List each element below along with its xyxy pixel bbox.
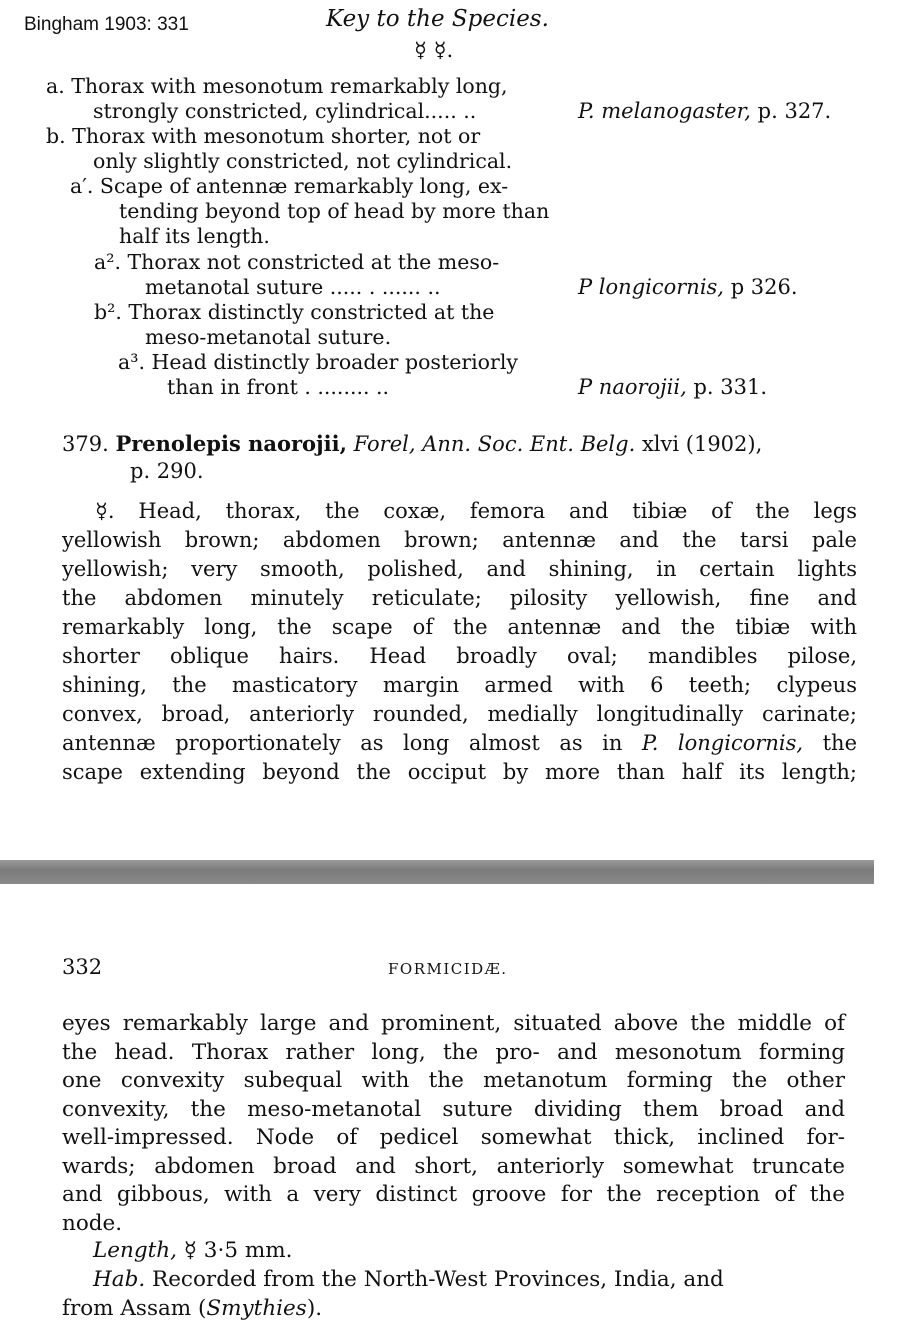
description-line: yellowish; very smooth, polished, and shining, in certain lights: [62, 557, 857, 581]
ref-melanogaster-page: p. 327.: [757, 99, 832, 123]
description-line: the abdomen minutely reticulate; pilosity yellowish, fine and: [62, 586, 857, 610]
page2-line: one convexity subequal with the metanotum forming the other: [62, 1068, 845, 1093]
description-line: yellowish brown; abdomen brown; antennæ and the tarsi pale: [62, 528, 857, 552]
ref-melanogaster-name: P. melanogaster,: [578, 99, 751, 123]
ref-longicornis-name: P longicornis,: [578, 275, 724, 299]
description-italic-species: P. longicornis,: [641, 731, 804, 755]
habitat-line: [93, 1267, 724, 1292]
page-number: 332: [62, 955, 103, 979]
length-value: ☿ 3·5 mm.: [183, 1238, 293, 1263]
ref-naorojii: [578, 375, 767, 399]
key-line-b: b. Thorax with mesonotum shorter, not or: [46, 124, 481, 148]
description-line: shining, the masticatory margin armed with 6 teeth; clypeus: [62, 673, 857, 697]
description-after-italic: the: [803, 731, 857, 755]
page2-line: well-impressed. Node of pedicel somewhat thick, inclined for-: [62, 1125, 845, 1150]
length-line: [93, 1238, 292, 1263]
page-divider: [0, 860, 874, 884]
description-line-with-italic: [62, 729, 857, 758]
entry-page: p. 290.: [130, 459, 204, 483]
key-line-a-prime-cont1: tending beyond top of head by more than: [119, 199, 550, 223]
page2-line: and gibbous, with a very distinct groove for the reception of the: [62, 1182, 845, 1207]
description-line: antennæ proportionately as long almost as in: [62, 731, 623, 755]
key-line-a: a. Thorax with mesonotum remarkably long,: [46, 74, 508, 98]
worker-symbol: ☿ ☿.: [414, 38, 454, 62]
key-line-a3-cont: than in front . ........ ..: [167, 375, 390, 399]
description-line: remarkably long, the scape of the antennæ and the tibiæ with: [62, 615, 857, 639]
key-line-a-prime-cont2: half its length.: [119, 224, 270, 248]
habitat-text: Recorded from the North-West Provinces, India, and: [152, 1267, 724, 1292]
description-line: scape extending beyond the occiput by more than half its length;: [62, 760, 857, 784]
ref-longicornis-page: p 326.: [730, 275, 798, 299]
source-label: Bingham 1903: 331: [24, 14, 189, 35]
key-line-a-cont: strongly constricted, cylindrical..... ..: [93, 99, 477, 123]
entry-author: Forel,: [353, 432, 416, 456]
length-label: Length,: [93, 1238, 177, 1263]
page2-line: convexity, the meso-metanotal suture dividing them broad and: [62, 1096, 845, 1122]
entry-journal: Ann. Soc. Ent. Belg.: [422, 432, 636, 456]
species-entry-heading: [62, 430, 762, 458]
ref-naorojii-name: P naorojii,: [578, 375, 687, 399]
description-line: shorter oblique hairs. Head broadly oval; mandibles pilose,: [62, 644, 857, 668]
entry-number: 379.: [62, 432, 109, 456]
species-name: Prenolepis naorojii,: [115, 431, 347, 456]
ref-melanogaster: [578, 99, 831, 123]
habitat-line-2: [62, 1296, 322, 1321]
key-line-a2-cont: metanotal suture ..... . ...... ..: [145, 275, 441, 299]
key-line-a2: a². Thorax not constricted at the meso-: [94, 250, 500, 274]
key-line-a-prime: a′. Scape of antennæ remarkably long, ex-: [70, 174, 509, 198]
key-line-b2: b². Thorax distinctly constricted at the: [94, 300, 495, 324]
habitat-label: Hab.: [93, 1267, 146, 1292]
description-line: convex, broad, anteriorly rounded, medially longitudinally carinate;: [62, 702, 857, 726]
habitat-text-2a: from Assam (: [62, 1296, 207, 1321]
page2-line: node.: [62, 1210, 123, 1236]
habitat-collector: Smythies: [206, 1296, 307, 1321]
page2-line: the head. Thorax rather long, the pro- and mesonotum forming: [62, 1039, 845, 1065]
habitat-text-2b: ).: [306, 1296, 323, 1321]
key-line-a3: a³. Head distinctly broader posteriorly: [118, 350, 518, 374]
running-head: FORMICIDÆ.: [388, 960, 508, 978]
page2-line: wards; abdomen broad and short, anteriorly somewhat truncate: [62, 1153, 845, 1179]
key-line-b2-cont: meso-metanotal suture.: [145, 325, 392, 349]
ref-longicornis: [578, 275, 798, 299]
description-line: ☿. Head, thorax, the coxæ, femora and tibiæ of the legs: [95, 499, 857, 523]
key-line-b-cont: only slightly constricted, not cylindrical.: [93, 149, 513, 173]
page2-line: eyes remarkably large and prominent, situated above the middle of: [62, 1011, 845, 1036]
entry-volume: xlvi (1902),: [641, 432, 763, 456]
key-title: Key to the Species.: [326, 6, 549, 32]
ref-naorojii-page: p. 331.: [693, 375, 768, 399]
